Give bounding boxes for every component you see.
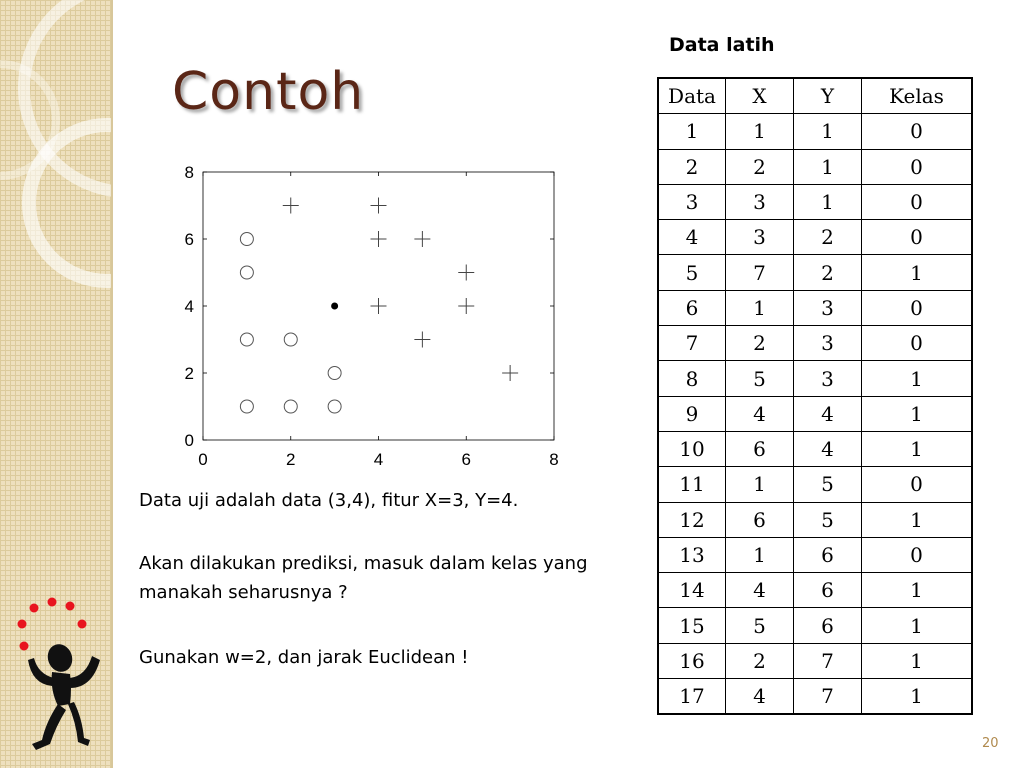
table-cell: 10	[658, 431, 726, 466]
table-cell: 4	[658, 220, 726, 255]
table-cell: 0	[862, 537, 973, 572]
table-row	[658, 149, 972, 184]
x-tick-label: 6	[461, 450, 471, 469]
table-cell: 0	[862, 290, 973, 325]
table-cell: 1	[862, 396, 973, 431]
table-cell: 1	[794, 184, 862, 219]
table-cell: 1	[862, 431, 973, 466]
table-row	[658, 537, 972, 572]
table-cell: 6	[658, 290, 726, 325]
table-cell: 5	[726, 361, 794, 396]
table-cell: 3	[658, 184, 726, 219]
table-cell: 1	[658, 114, 726, 149]
table-cell: 3	[794, 361, 862, 396]
table-cell: 2	[794, 255, 862, 290]
y-tick-label: 2	[184, 364, 194, 383]
table-cell: 2	[726, 149, 794, 184]
table-cell: 4	[726, 679, 794, 715]
table-cell: 7	[726, 255, 794, 290]
table-cell: 1	[862, 573, 973, 608]
header-y: Y	[794, 78, 862, 114]
table-cell: 3	[726, 220, 794, 255]
x-tick-label: 0	[198, 450, 208, 469]
table-cell: 9	[658, 396, 726, 431]
table-cell: 2	[794, 220, 862, 255]
table-row	[658, 361, 972, 396]
juggler-clipart-icon	[12, 594, 112, 754]
table-row	[658, 184, 972, 219]
header-x: X	[726, 78, 794, 114]
table-cell: 0	[862, 220, 973, 255]
table-cell: 6	[794, 573, 862, 608]
table-row	[658, 679, 972, 715]
table-row	[658, 220, 972, 255]
y-tick-label: 6	[184, 230, 194, 249]
table-cell: 4	[794, 396, 862, 431]
table-cell: 0	[862, 326, 973, 361]
table-cell: 2	[726, 326, 794, 361]
table-cell: 14	[658, 573, 726, 608]
table-row	[658, 608, 972, 643]
table-cell: 1	[862, 679, 973, 715]
table-cell: 6	[794, 537, 862, 572]
table-cell: 2	[726, 643, 794, 678]
header-data: Data	[658, 78, 726, 114]
table-cell: 11	[658, 467, 726, 502]
table-cell: 13	[658, 537, 726, 572]
table-cell: 0	[862, 114, 973, 149]
table-cell: 1	[862, 608, 973, 643]
table-row	[658, 431, 972, 466]
table-cell: 7	[658, 326, 726, 361]
table-row	[658, 643, 972, 678]
table-row	[658, 396, 972, 431]
table-cell: 1	[726, 290, 794, 325]
table-row	[658, 290, 972, 325]
header-kelas: Kelas	[862, 78, 973, 114]
table-cell: 5	[726, 608, 794, 643]
table-cell: 6	[726, 431, 794, 466]
table-cell: 5	[794, 467, 862, 502]
slide-title: Contoh	[172, 62, 365, 122]
table-row	[658, 502, 972, 537]
table-cell: 0	[862, 467, 973, 502]
table-cell: 1	[794, 149, 862, 184]
table-cell: 2	[658, 149, 726, 184]
table-caption: Data latih	[669, 34, 775, 56]
x-tick-label: 2	[286, 450, 296, 469]
table-cell: 1	[862, 255, 973, 290]
table-cell: 8	[658, 361, 726, 396]
y-tick-label: 8	[184, 163, 194, 182]
table-cell: 17	[658, 679, 726, 715]
table-row	[658, 326, 972, 361]
table-cell: 0	[862, 149, 973, 184]
table-cell: 12	[658, 502, 726, 537]
table-cell: 5	[658, 255, 726, 290]
table-cell: 1	[862, 502, 973, 537]
table-cell: 3	[726, 184, 794, 219]
scatter-plot	[172, 158, 572, 478]
table-cell: 4	[726, 396, 794, 431]
table-cell: 1	[862, 361, 973, 396]
table-cell: 5	[794, 502, 862, 537]
instruction-text: Gunakan w=2, dan jarak Euclidean !	[139, 647, 469, 668]
x-tick-label: 8	[549, 450, 559, 469]
table-header-row	[658, 78, 972, 114]
table-cell: 1	[726, 114, 794, 149]
table-cell: 1	[862, 643, 973, 678]
table-cell: 15	[658, 608, 726, 643]
table-cell: 4	[794, 431, 862, 466]
prediction-question: Akan dilakukan prediksi, masuk dalam kelas yang manakah seharusnya ?	[139, 553, 588, 603]
table-row	[658, 573, 972, 608]
table-cell: 4	[726, 573, 794, 608]
table-cell: 1	[794, 114, 862, 149]
decorative-sidebar	[0, 0, 113, 768]
y-tick-label: 0	[184, 431, 194, 450]
page-number: 20	[982, 736, 999, 751]
training-data-table	[657, 77, 973, 715]
table-row	[658, 467, 972, 502]
table-cell: 1	[726, 467, 794, 502]
table-cell: 6	[726, 502, 794, 537]
table-cell: 3	[794, 290, 862, 325]
table-cell: 7	[794, 679, 862, 715]
test-data-point	[331, 303, 338, 310]
table-cell: 3	[794, 326, 862, 361]
table-cell: 1	[726, 537, 794, 572]
table-cell: 0	[862, 184, 973, 219]
test-data-description: Data uji adalah data (3,4), fitur X=3, Y=4.	[139, 490, 519, 511]
table-cell: 6	[794, 608, 862, 643]
table-row	[658, 255, 972, 290]
x-tick-label: 4	[373, 450, 384, 469]
table-cell: 7	[794, 643, 862, 678]
table-cell: 16	[658, 643, 726, 678]
y-tick-label: 4	[184, 297, 194, 316]
table-row	[658, 114, 972, 149]
